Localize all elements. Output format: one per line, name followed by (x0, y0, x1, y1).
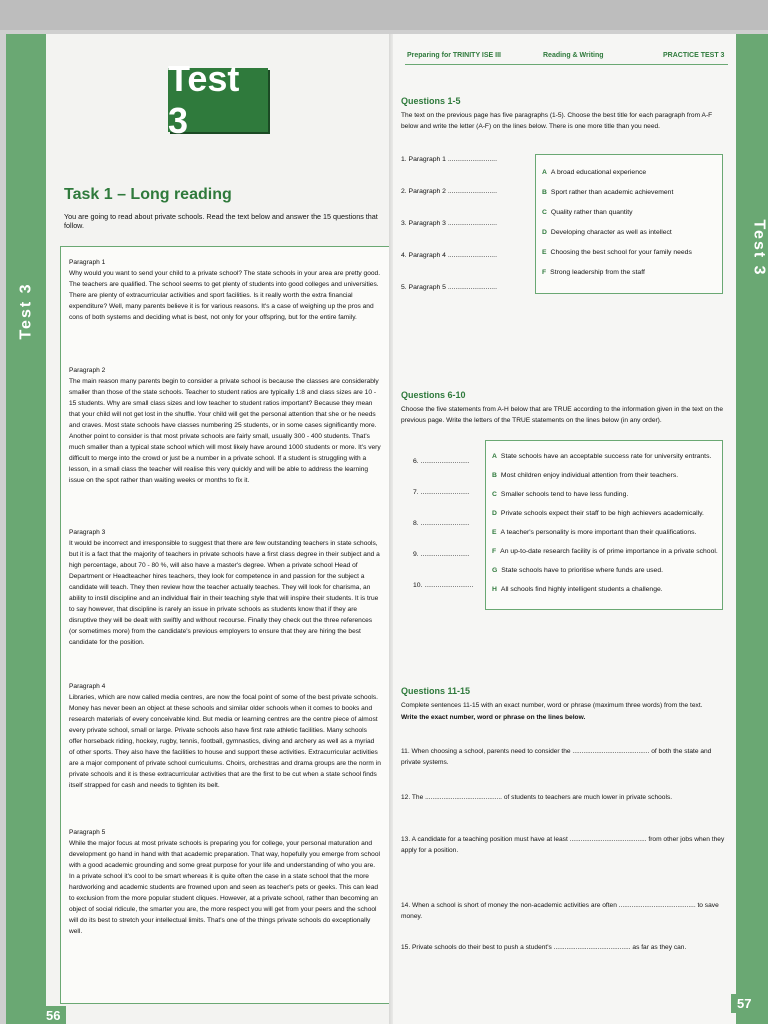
statement-g: G State schools have to prioritise where funds are used. (492, 567, 664, 574)
answer-line-2[interactable]: 2. Paragraph 2 .......................... (401, 188, 497, 195)
header-mid: Reading & Writing (543, 52, 604, 59)
paragraph-heading: Paragraph 3 (69, 529, 106, 536)
statement-e: E A teacher's personality is more important than their qualifications. (492, 529, 697, 536)
sentence-14[interactable]: 14. When a school is short of money the non-academic activities are often .......................................... to save money. (401, 902, 719, 920)
paragraph-text: Libraries, which are now called media centres, are now the focal point of some of the best private schools. Money has never been an object at these schools and similar older schools when it comes to books and research materials of every conceivable kind. But media or learning centres are the centre piece of almost every private school, small or large. Private schools also have first rate athletic facilities. Many schools offer horseback riding, hockey, rugby, tennis, football, gymnastics, diving and archery as well as a myriad of other sports. They also have the facilities to house and support these activities. Extracurricular activities are a major component of private school curriculums. Choirs, orchestras and drama groups are the norm in private schools and it is these extracurricular activities that are the first to be cut when a state school finds itself strapped for cash and needs to tighten its belt. (69, 694, 381, 789)
paragraph-heading: Paragraph 4 (69, 683, 106, 690)
answer-line-9[interactable]: 9. .......................... (413, 551, 470, 558)
statement-c: C Smaller schools tend to have less funding. (492, 491, 629, 498)
statement-h: H All schools find highly intelligent students a challenge. (492, 586, 663, 593)
questions-11-15-heading: Questions 11-15 (401, 686, 471, 696)
task-intro: You are going to read about private schools. Read the text below and answer the 15 questions that follow. (64, 212, 378, 230)
questions-1-5-intro: The text on the previous page has five paragraphs (1-5). Choose the best title for each paragraph from A-F below and write the letter (A-F) on the lines below. There is one more title than you need. (401, 112, 713, 130)
answer-line-4[interactable]: 4. Paragraph 4 .......................... (401, 252, 497, 259)
paragraph-3 (69, 527, 381, 648)
right-side-band (736, 34, 768, 1024)
sentence-12[interactable]: 12. The .......................................... of students to teachers are much lower in private schools. (401, 794, 673, 801)
questions-11-15-intro: Complete sentences 11-15 with an exact number, word or phrase (maximum three words) from the text. (401, 702, 703, 709)
page-number-left: 56 (40, 1006, 66, 1024)
answer-line-7[interactable]: 7. .......................... (413, 489, 470, 496)
statement-b: B Most children enjoy individual attention from their teachers. (492, 472, 679, 479)
option-a: A A broad educational experience (542, 169, 647, 176)
statement-d: D Private schools expect their staff to be high achievers academically. (492, 510, 704, 517)
side-band-label: Test 3 (17, 282, 35, 340)
page-number-right: 57 (731, 994, 757, 1013)
sentence-13[interactable]: 13. A candidate for a teaching position must have at least .......................................... from other jobs when they apply for a position. (401, 836, 725, 854)
paragraph-1 (69, 257, 381, 323)
questions-6-10-heading: Questions 6-10 (401, 390, 466, 400)
paragraph-4 (69, 681, 381, 791)
side-band-label: Test 3 (750, 219, 768, 277)
paragraph-2 (69, 365, 381, 486)
statement-a: A State schools have an acceptable success rate for university entrants. (492, 453, 712, 460)
right-page (393, 34, 768, 1024)
paragraph-heading: Paragraph 5 (69, 829, 106, 836)
header-rule (405, 64, 728, 65)
paragraph-5 (69, 827, 381, 937)
option-e: E Choosing the best school for your family needs (542, 249, 692, 256)
header-right: PRACTICE TEST 3 (663, 52, 725, 59)
task-title: Task 1 – Long reading (64, 186, 232, 203)
option-b: B Sport rather than academic achievement (542, 189, 674, 196)
answer-line-1[interactable]: 1. Paragraph 1 .......................... (401, 156, 497, 163)
answer-line-6[interactable]: 6. .......................... (413, 458, 470, 465)
option-f: F Strong leadership from the staff (542, 269, 645, 276)
answer-line-5[interactable]: 5. Paragraph 5 .......................... (401, 284, 497, 291)
paragraph-heading: Paragraph 1 (69, 259, 106, 266)
option-c: C Quality rather than quantity (542, 209, 633, 216)
paragraph-heading: Paragraph 2 (69, 367, 106, 374)
scan-background (0, 0, 768, 30)
questions-6-10-intro: Choose the five statements from A-H below that are TRUE according to the information given in the text on the previous page. Write the letters of the TRUE statements on the lines below (in any order). (401, 406, 724, 424)
option-d: D Developing character as well as intellect (542, 229, 672, 236)
sentence-15[interactable]: 15. Private schools do their best to push a student's .......................................... as far as they can. (401, 944, 687, 951)
sentence-11[interactable]: 11. When choosing a school, parents need to consider the .......................................... of both the state and private systems. (401, 748, 712, 766)
questions-1-5-heading: Questions 1-5 (401, 96, 461, 106)
test-title: Test 3 (168, 68, 268, 132)
header-left: Preparing for TRINITY ISE III (407, 52, 501, 59)
statement-f: F An up-to-date research facility is of prime importance in a private school. (492, 548, 718, 555)
paragraph-text: While the major focus at most private schools is preparing you for college, your personal maturation and development go hand in hand with that academic preparation. That way, hopefully you emerge from school with a good academic grounding and some great purpose for your life and understanding of who you are. In a private school it's cool to be smart whereas it is quite often the case in a state school that the more hardworking and academic students are frowned upon and seen as teacher's pets or geeks. This can lead to exclusion from the more popular student cliques. However, at a private school, rather than becoming an object of social ridicule, the smarter you are, the more respect you will get from your peers and the school will do its best to stretch your intellectual limits. That's one of the things private schools do exceptionally well. (69, 840, 380, 935)
answer-line-3[interactable]: 3. Paragraph 3 .......................... (401, 220, 497, 227)
paragraph-text: The main reason many parents begin to consider a private school is because the classes are considerably smaller than those of the state schools. Teacher to student ratios are typically 1:8 and class sizes are 10 - 15 students. Why are small class sizes and low teacher to student ratios important? Because they mean that your child will not get lost in the shuffle. Your child will get the personal attention that she or he needs and craves. Most state schools have classes numbering 25 students, or in some cases significantly more. Another point to consider is that most private schools are fairly small, usually 300 - 400 students. That's much smaller than a typical state school which will most likely have around 1000 students or more. It's very difficult to merge into the crowd or just be a number in a private school. If a student is struggling with a lesson, in a small class the teacher will realise this very quickly and will be able to address the learning issue on the spot rather than waiting weeks or months to fix it. (69, 378, 381, 484)
statements-option-box (485, 440, 723, 610)
left-page (6, 34, 391, 1024)
answer-line-8[interactable]: 8. .......................... (413, 520, 470, 527)
questions-11-15-instruction: Write the exact number, word or phrase on the lines below. (401, 714, 586, 721)
paragraph-text: It would be incorrect and irresponsible to suggest that there are few outstanding teachers in state schools, but it is a fact that the majority of teachers in private schools have a first class degree in their subject and a high percentage, about 70 - 80 %, will also have a master's degree. When a private school Head of Department or Headteacher hires teachers, they look for competence in and passion for the subject a candidate will teach. They then review how the teacher actually teaches. They will look for charisma, an ability to instil discipline and an individual flair in their teaching style that will inspire their students. It is true to say however, that discipline is rarely an issue in private schools as students know that if they are disruptive they will be dealt with swiftly and without recourse. Finally they check out the three references (or sometimes more) from the candidate's previous employers to ensure that they are hiring the best candidate for the position. (69, 540, 380, 646)
answer-line-10[interactable]: 10. .......................... (413, 582, 474, 589)
left-side-band (6, 34, 46, 1024)
reading-text-box (60, 246, 391, 1004)
titles-option-box (535, 154, 723, 294)
paragraph-text: Why would you want to send your child to a private school? The state schools in your area are pretty good. The teachers are qualified. The school seems to get plenty of students into good colleges and universities. There are plenty of extracurricular activities and sport facilities. Is it really worth the extra financial expenditure? Well, many parents believe it is for various reasons. It's a case of weighing up the pros and cons of both systems and deciding what is best, not only for your offspring, but for the entire family. (69, 270, 381, 321)
